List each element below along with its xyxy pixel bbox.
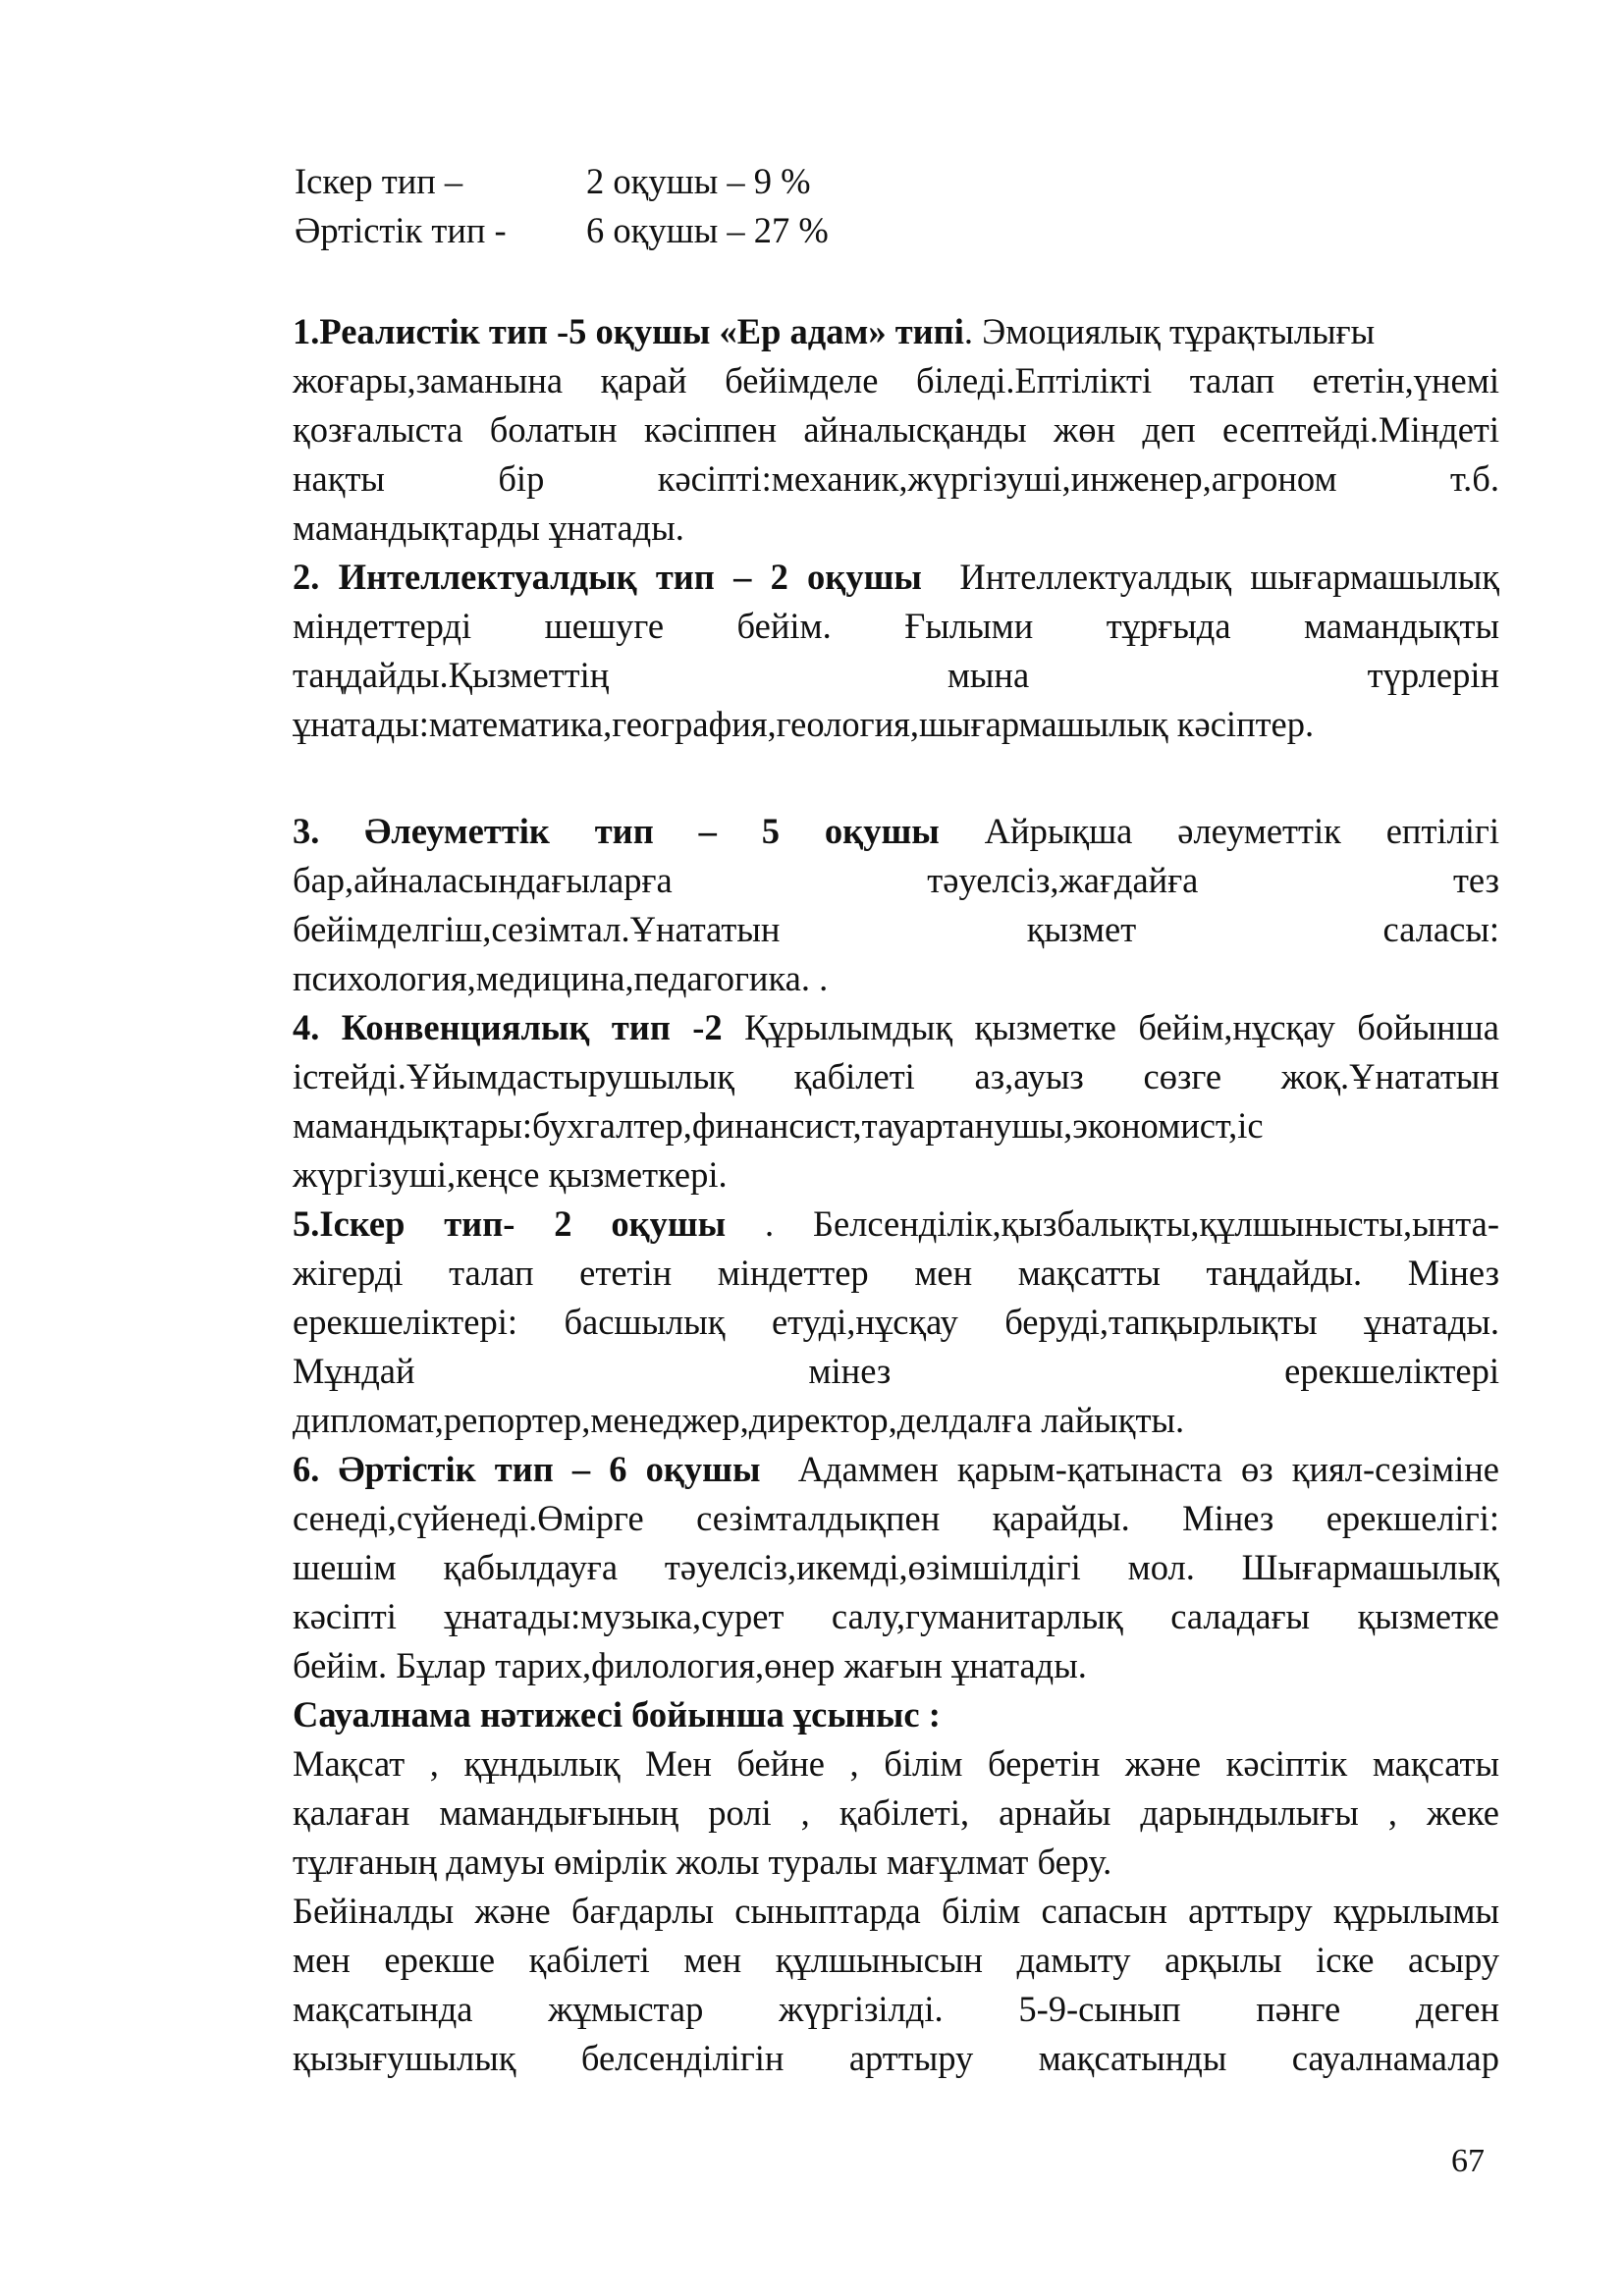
section-title: 6. Әртістік тип – 6 оқушы [293,1449,761,1489]
stat-value: 6 оқушы – 27 % [586,210,829,250]
section-text: бейім. Бұлар тарих,филология,өнер жағын ұнатады. [293,1645,1087,1685]
section-text: қозғалыста болатын кәсіппен айналысқанды жөн деп есептейді.Міндеті [293,409,1499,450]
section-text: . Эмоциялық тұрақтылығы [963,311,1376,351]
section-text: Құрылымдық қызметке бейім,нұсқау бойынша [744,1007,1499,1047]
section-text: шешім қабылдауға тәуелсіз,икемді,өзімшілдігі мол. Шығармашылық [293,1547,1499,1587]
survey-text: Бейіналды және бағдарлы сыныптарда білім сапасын арттыру құрылымы [293,1891,1499,1931]
section-text: дипломат,репортер,менеджер,директор,делдалға лайықты. [293,1400,1185,1440]
section-text: жігерді талап ететін міндеттер мен мақсатты таңдайды. Мінез [293,1253,1499,1293]
section-text: Мұндай мінез ерекшеліктері [293,1351,1499,1391]
survey-text: Мақсат , құндылық Мен бейне , білім беретін және кәсіптік мақсаты [293,1743,1499,1784]
section-text: Адаммен қарым-қатынаста өз қиял-сезіміне [797,1449,1500,1489]
survey-heading: Сауалнама нәтижесі бойынша ұсыныс : [293,1694,941,1735]
section-title: 5.Іскер тип- 2 оқушы [293,1203,727,1244]
section-text: істейді.Ұйымдастырушылық қабілеті аз,ауыз сөзге жоқ.Ұнататын [293,1056,1499,1096]
section-text: кәсіпті ұнатады:музыка,сурет салу,гуманитарлық саладағы қызметке [293,1596,1499,1636]
section-text: бейімделгіш,сезімтал.Ұнататын қызмет саласы: [293,909,1499,949]
stat-label: Іскер тип – [295,161,463,201]
stat-label: Әртістік тип - [295,210,507,250]
section-text: міндеттерді шешуге бейім. Ғылыми тұрғыда мамандықты [293,606,1499,646]
section-text: . Белсенділік,қызбалықты,құлшынысты,ынта- [765,1203,1499,1244]
section-text: сенеді,сүйенеді.Өмірге сезімталдықпен қарайды. Мінез ерекшелігі: [293,1498,1499,1538]
section-title: 4. Конвенциялық тип -2 [293,1007,723,1047]
section-text: мамандықтарды ұнатады. [293,507,684,548]
section-text: психология,медицина,педагогика. . [293,958,829,998]
survey-text: қызығушылық белсенділігін арттыру мақсатынды сауалнамалар [293,2038,1499,2078]
section-text: нақты бір кәсіпті:механик,жүргізуші,инженер,агроном т.б. [293,458,1499,499]
section-text: ерекшеліктері: басшылық етуді,нұсқау беруді,тапқырлықты ұнатады. [293,1302,1499,1342]
section-title: 3. Әлеуметтік тип – 5 оқушы [293,811,940,851]
section-text: жоғары,заманына қарай бейімделе біледі.Ептілікті талап ететін,үнемі [293,360,1499,400]
section-text: Интеллектуалдық шығармашылық [959,557,1500,597]
section-text: бар,айналасындағыларға тәуелсіз,жағдайға тез [293,860,1499,900]
stat-value: 2 оқушы – 9 % [586,161,811,201]
section-text: ұнатады:математика,география,геология,шығармашылық кәсіптер. [293,704,1315,744]
survey-text: мен ерекше қабілеті мен құлшынысын дамыту арқылы іске асыру [293,1940,1499,1980]
section-text: таңдайды.Қызметтің мына түрлерін [293,655,1499,695]
section-text: Айрықша әлеуметтік ептілігі [984,811,1500,851]
section-text: мамандықтары:бухгалтер,финансист,тауартанушы,экономист,іс [293,1105,1264,1146]
page-number: 67 [1451,2143,1485,2179]
survey-text: қалаған мамандығының ролі , қабілеті, арнайы дарындылығы , жеке [293,1792,1499,1833]
survey-text: тұлғаның дамуы өмірлік жолы туралы мағұлмат беру. [293,1842,1112,1882]
section-title: 1.Реалистік тип -5 оқушы «Ер адам» типі [293,311,964,351]
survey-text: мақсатында жұмыстар жүргізілді. 5-9-сынып пәнге деген [293,1989,1499,2029]
section-title: 2. Интеллектуалдық тип – 2 оқушы [293,557,922,597]
section-text: жүргізуші,кеңсе қызметкері. [293,1154,728,1195]
